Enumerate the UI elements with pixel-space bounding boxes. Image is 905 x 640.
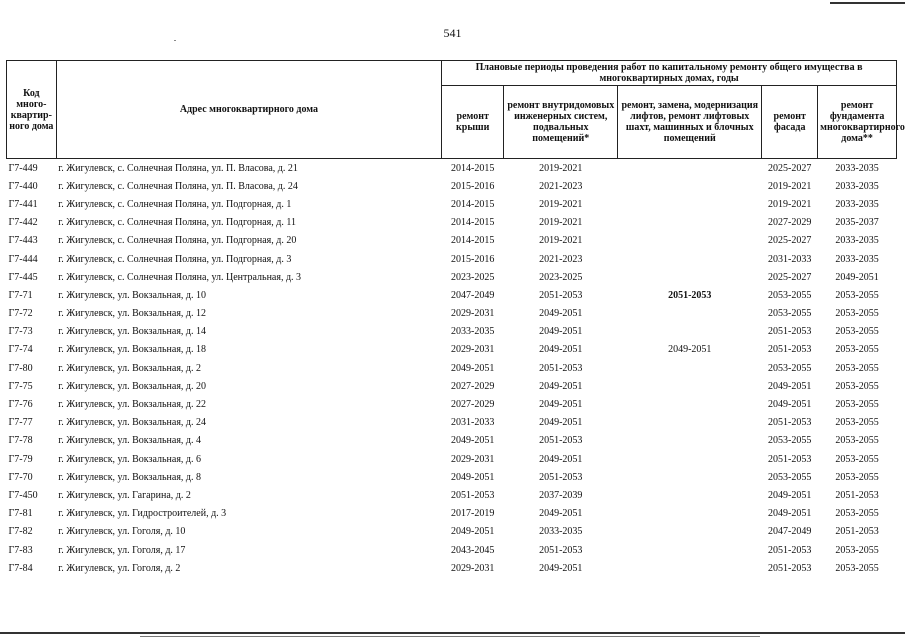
cell-engineering: 2049-2051 (539, 308, 583, 320)
cell-code: Г7-441 (8, 198, 38, 210)
cell-foundation: 2053-2055 (835, 544, 879, 556)
cell-elevators (618, 250, 762, 268)
cell-foundation: 2033-2035 (835, 253, 879, 265)
header-address: Адрес многоквартирного дома (56, 61, 441, 159)
cell-roof: 2027-2029 (451, 380, 495, 392)
cell-foundation: 2053-2055 (835, 344, 879, 356)
cell-roof: 2029-2031 (451, 344, 495, 356)
cell-engineering: 2049-2051 (539, 380, 583, 392)
header-elevators: ремонт, замена, модернизация лифтов, ремонт лифтовых шахт, машинных и блочных помещений (618, 86, 762, 159)
table-row (7, 214, 897, 232)
cell-elevators (618, 305, 762, 323)
cell-engineering: 2021-2023 (539, 253, 583, 265)
cell-code: Г7-80 (8, 362, 33, 374)
cell-roof: 2023-2025 (451, 271, 495, 283)
cell-foundation: 2051-2053 (835, 489, 879, 501)
cell-facade: 2051-2053 (768, 453, 812, 465)
cell-address: г. Жигулевск, ул. Вокзальная, д. 2 (58, 362, 202, 374)
scan-edge-bottom (0, 632, 905, 634)
cell-roof: 2014-2015 (451, 235, 495, 247)
cell-facade: 2051-2053 (768, 417, 812, 429)
cell-facade: 2025-2027 (762, 159, 818, 178)
cell-code: Г7-442 (8, 217, 38, 229)
cell-address: г. Жигулевск, ул. Вокзальная, д. 14 (58, 326, 207, 338)
cell-address: г. Жигулевск, с. Солнечная Поляна, ул. Подгорная, д. 20 (58, 235, 297, 247)
cell-address: г. Жигулевск, ул. Гоголя, д. 10 (58, 526, 186, 538)
cell-address: г. Жигулевск, ул. Вокзальная, д. 22 (58, 399, 207, 411)
table-row (7, 377, 897, 395)
cell-facade: 2019-2021 (768, 180, 812, 192)
cell-engineering: 2019-2021 (539, 217, 583, 229)
cell-facade: 2051-2053 (768, 562, 812, 574)
cell-code: Г7-82 (8, 526, 33, 538)
cell-code: Г7-84 (8, 562, 33, 574)
cell-foundation: 2053-2055 (835, 380, 879, 392)
cell-address: г. Жигулевск, ул. Вокзальная, д. 20 (58, 380, 207, 392)
cell-code: Г7-71 (8, 289, 33, 301)
cell-roof: 2029-2031 (451, 562, 495, 574)
cell-elevators (618, 486, 762, 504)
header-periods-group: Плановые периоды проведения работ по капитальному ремонту общего имущества в многоквартирных домах, годы (442, 61, 897, 86)
table-row (7, 268, 897, 286)
cell-code: Г7-83 (8, 544, 33, 556)
cell-engineering: 2051-2053 (539, 471, 583, 483)
cell-roof: 2029-2031 (451, 453, 495, 465)
cell-roof: 2049-2051 (451, 435, 495, 447)
cell-facade: 2053-2055 (768, 435, 812, 447)
cell-address: г. Жигулевск, с. Солнечная Поляна, ул. П. Власова, д. 21 (56, 159, 441, 178)
table-row (7, 395, 897, 413)
cell-engineering: 2037-2039 (539, 489, 583, 501)
cell-code: Г7-76 (8, 399, 33, 411)
cell-facade: 2049-2051 (768, 508, 812, 520)
cell-roof: 2031-2033 (451, 417, 495, 429)
cell-elevators (618, 214, 762, 232)
table-row (7, 541, 897, 559)
cell-elevators (618, 195, 762, 213)
cell-address: г. Жигулевск, с. Солнечная Поляна, ул. Центральная, д. 3 (58, 271, 302, 283)
cell-roof: 2049-2051 (451, 362, 495, 374)
header-facade: ремонт фасада (762, 86, 818, 159)
cell-engineering: 2051-2053 (539, 435, 583, 447)
cell-address: г. Жигулевск, ул. Гагарина, д. 2 (58, 489, 191, 501)
cell-engineering: 2051-2053 (539, 544, 583, 556)
cell-foundation: 2053-2055 (835, 362, 879, 374)
cell-roof: 2033-2035 (451, 326, 495, 338)
table-row (7, 250, 897, 268)
cell-code: Г7-449 (7, 159, 57, 178)
scan-speck (174, 40, 176, 41)
cell-facade: 2025-2027 (768, 271, 812, 283)
cell-code: Г7-72 (8, 308, 33, 320)
table-body (7, 159, 897, 578)
cell-foundation: 2051-2053 (835, 526, 879, 538)
cell-engineering: 2049-2051 (539, 344, 583, 356)
cell-roof: 2027-2029 (451, 399, 495, 411)
cell-elevators (618, 414, 762, 432)
cell-code: Г7-74 (8, 344, 33, 356)
table-row (7, 177, 897, 195)
cell-foundation: 2033-2035 (835, 180, 879, 192)
table-row (7, 432, 897, 450)
cell-facade: 2019-2021 (768, 198, 812, 210)
cell-facade: 2053-2055 (768, 289, 812, 301)
cell-elevators: 2049-2051 (668, 344, 712, 356)
table-row (7, 505, 897, 523)
cell-facade: 2049-2051 (768, 380, 812, 392)
cell-roof: 2049-2051 (451, 526, 495, 538)
cell-facade: 2047-2049 (768, 526, 812, 538)
header-roof: ремонт крыши (442, 86, 504, 159)
table-row (7, 305, 897, 323)
header-engineering: ремонт внутридомовых инженерных систем, подвальных помещений* (504, 86, 618, 159)
cell-foundation: 2033-2035 (835, 235, 879, 247)
cell-foundation: 2053-2055 (835, 289, 879, 301)
cell-address: г. Жигулевск, ул. Гоголя, д. 17 (58, 544, 186, 556)
cell-foundation: 2053-2055 (835, 471, 879, 483)
table-row (7, 559, 897, 577)
cell-code: Г7-75 (8, 380, 33, 392)
cell-foundation: 2053-2055 (835, 308, 879, 320)
cell-engineering: 2049-2051 (539, 399, 583, 411)
cell-facade: 2031-2033 (768, 253, 812, 265)
cell-engineering: 2021-2023 (539, 180, 583, 192)
cell-elevators (618, 505, 762, 523)
cell-engineering: 2049-2051 (539, 417, 583, 429)
cell-roof: 2014-2015 (451, 217, 495, 229)
table-row (7, 359, 897, 377)
cell-facade: 2027-2029 (768, 217, 812, 229)
cell-engineering: 2051-2053 (539, 289, 583, 301)
cell-elevators (618, 468, 762, 486)
cell-elevators (618, 268, 762, 286)
header-foundation: ремонт фундамента многоквартирного дома** (818, 86, 897, 159)
table-row (7, 341, 897, 359)
cell-elevators (618, 232, 762, 250)
cell-foundation: 2053-2055 (835, 417, 879, 429)
table-row (7, 286, 897, 304)
cell-elevators (618, 359, 762, 377)
table-row (7, 523, 897, 541)
cell-elevators (618, 159, 762, 178)
cell-engineering: 2051-2053 (539, 362, 583, 374)
cell-code: Г7-73 (8, 326, 33, 338)
cell-address: г. Жигулевск, ул. Вокзальная, д. 8 (58, 471, 202, 483)
cell-roof: 2049-2051 (451, 471, 495, 483)
cell-elevators (618, 432, 762, 450)
table-row (7, 159, 897, 178)
cell-roof: 2014-2015 (451, 198, 495, 210)
cell-roof: 2051-2053 (451, 489, 495, 501)
cell-roof: 2015-2016 (451, 253, 495, 265)
cell-facade: 2049-2051 (768, 399, 812, 411)
cell-code: Г7-77 (8, 417, 33, 429)
cell-address: г. Жигулевск, с. Солнечная Поляна, ул. Подгорная, д. 11 (58, 217, 296, 229)
cell-foundation: 2053-2055 (835, 435, 879, 447)
cell-facade: 2049-2051 (768, 489, 812, 501)
cell-roof: 2029-2031 (451, 308, 495, 320)
cell-code: Г7-79 (8, 453, 33, 465)
cell-roof: 2015-2016 (451, 180, 495, 192)
cell-code: Г7-445 (8, 271, 38, 283)
table-row (7, 195, 897, 213)
table-row (7, 414, 897, 432)
cell-address: г. Жигулевск, ул. Вокзальная, д. 4 (58, 435, 202, 447)
cell-facade: 2025-2027 (768, 235, 812, 247)
cell-roof: 2047-2049 (451, 289, 495, 301)
cell-facade: 2051-2053 (768, 344, 812, 356)
cell-facade: 2053-2055 (768, 308, 812, 320)
cell-elevators (618, 323, 762, 341)
cell-elevators (618, 377, 762, 395)
cell-engineering: 2049-2051 (539, 326, 583, 338)
table-row (7, 468, 897, 486)
cell-elevators (618, 559, 762, 577)
page-number: 541 (443, 26, 462, 40)
repair-schedule-table (6, 60, 905, 577)
table-row (7, 486, 897, 504)
cell-address: г. Жигулевск, ул. Вокзальная, д. 12 (58, 308, 207, 320)
cell-facade: 2051-2053 (768, 326, 812, 338)
cell-elevators (618, 395, 762, 413)
cell-engineering: 2023-2025 (539, 271, 583, 283)
cell-address: г. Жигулевск, ул. Вокзальная, д. 6 (58, 453, 202, 465)
cell-elevators: 2051-2053 (668, 289, 712, 301)
cell-engineering: 2049-2051 (539, 562, 583, 574)
cell-address: г. Жигулевск, ул. Гоголя, д. 2 (58, 562, 181, 574)
cell-facade: 2051-2053 (768, 544, 812, 556)
cell-engineering: 2033-2035 (539, 526, 583, 538)
cell-foundation: 2053-2055 (835, 453, 879, 465)
scan-edge-bottom-faint (140, 636, 760, 637)
table-row (7, 323, 897, 341)
cell-address: г. Жигулевск, с. Солнечная Поляна, ул. Подгорная, д. 3 (58, 253, 292, 265)
cell-foundation: 2053-2055 (835, 562, 879, 574)
cell-foundation: 2053-2055 (835, 326, 879, 338)
cell-address: г. Жигулевск, ул. Вокзальная, д. 18 (58, 344, 207, 356)
scan-edge-top (830, 2, 905, 4)
cell-foundation: 2035-2037 (835, 217, 879, 229)
cell-engineering: 2019-2021 (504, 159, 618, 178)
cell-facade: 2053-2055 (768, 362, 812, 374)
cell-foundation: 2053-2055 (835, 399, 879, 411)
cell-engineering: 2019-2021 (539, 235, 583, 247)
cell-code: Г7-440 (8, 180, 38, 192)
cell-address: г. Жигулевск, с. Солнечная Поляна, ул. П. Власова, д. 24 (58, 180, 298, 192)
cell-code: Г7-78 (8, 435, 33, 447)
cell-code: Г7-70 (8, 471, 33, 483)
cell-engineering: 2049-2051 (539, 508, 583, 520)
cell-code: Г7-443 (8, 235, 38, 247)
cell-facade: 2053-2055 (768, 471, 812, 483)
cell-elevators (618, 450, 762, 468)
cell-foundation: 2033-2035 (835, 198, 879, 210)
cell-roof: 2017-2019 (451, 508, 495, 520)
header-code: Код много-квартир-ного дома (7, 61, 57, 159)
cell-address: г. Жигулевск, ул. Вокзальная, д. 10 (58, 289, 207, 301)
cell-elevators (618, 541, 762, 559)
table-row (7, 232, 897, 250)
cell-roof: 2043-2045 (451, 544, 495, 556)
cell-foundation: 2053-2055 (835, 508, 879, 520)
cell-roof: 2014-2015 (442, 159, 504, 178)
cell-foundation: 2049-2051 (835, 271, 879, 283)
cell-address: г. Жигулевск, ул. Гидростроителей, д. 3 (58, 508, 227, 520)
cell-code: Г7-450 (8, 489, 38, 501)
cell-code: Г7-444 (8, 253, 38, 265)
table-row (7, 450, 897, 468)
cell-engineering: 2019-2021 (539, 198, 583, 210)
cell-elevators (618, 523, 762, 541)
cell-address: г. Жигулевск, ул. Вокзальная, д. 24 (58, 417, 207, 429)
cell-address: г. Жигулевск, с. Солнечная Поляна, ул. Подгорная, д. 1 (58, 198, 292, 210)
cell-code: Г7-81 (8, 508, 33, 520)
cell-elevators (618, 177, 762, 195)
cell-engineering: 2049-2051 (539, 453, 583, 465)
cell-foundation: 2033-2035 (818, 159, 897, 178)
